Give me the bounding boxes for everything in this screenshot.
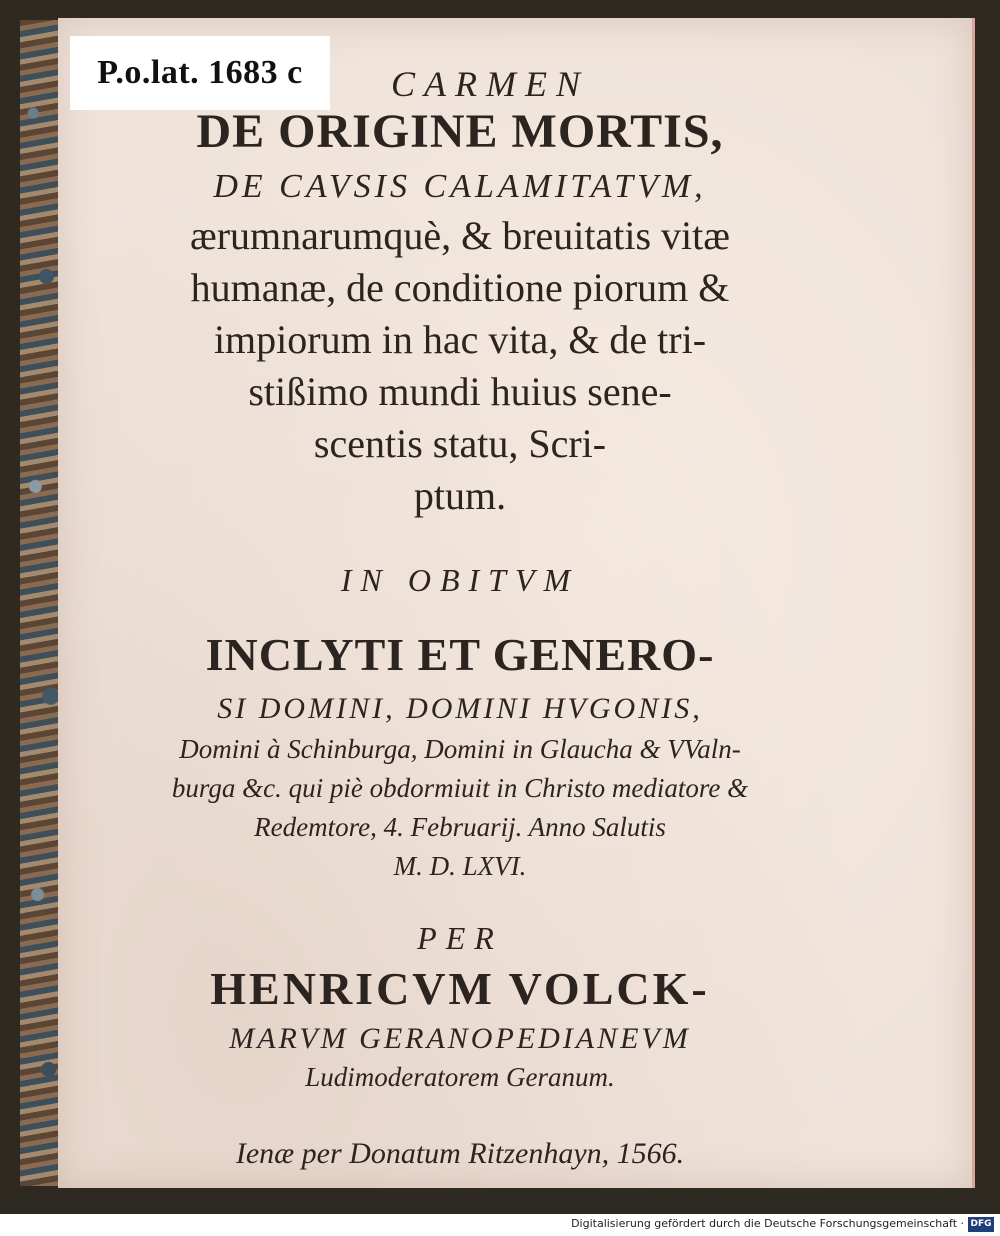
imprint-line: Ienæ per Donatum Ritzenhayn, 1566.: [235, 1137, 685, 1170]
body-line: ærumnarumquè, & breuitatis vitæ: [190, 213, 730, 258]
dedication-line: burga &c. qui piè obdormiuit in Christo mediatore &: [171, 773, 749, 803]
body-line: impiorum in hac vita, & de tri-: [213, 317, 707, 362]
heading-inclyti: INCLYTI ET GENERO-: [205, 629, 715, 680]
dedication-line: M. D. LXVI.: [393, 851, 527, 881]
heading-de-causis: DE CAVSIS CALAMITATVM,: [213, 168, 707, 205]
author-title: Ludimoderatorem Geranum.: [305, 1062, 615, 1092]
heading-de-origine-mortis: DE ORIGINE MORTIS,: [196, 105, 724, 158]
dfg-logo-icon: DFG: [968, 1217, 994, 1232]
heading-in-obitum: IN OBITVM: [340, 562, 580, 598]
author-name: HENRICVM VOLCK-: [210, 963, 710, 1014]
dedication-line: Redemtore, 4. Februarij. Anno Salutis: [254, 812, 666, 842]
author-name-continued: MARVM GERANOPEDIANEVM: [229, 1022, 691, 1055]
heading-carmen: CARMEN: [391, 64, 589, 104]
body-line: stißimo mundi huius sene-: [248, 369, 672, 414]
body-line: humanæ, de conditione piorum &: [190, 265, 730, 310]
footer-bar: [0, 1214, 1000, 1236]
title-block: [140, 66, 780, 1169]
body-line: ptum.: [413, 473, 507, 518]
shelfmark-label: P.o.lat. 1683 c: [70, 36, 330, 110]
dedication-line: Domini à Schinburga, Domini in Glaucha & VValn-: [179, 734, 741, 764]
body-line: scentis statu, Scri-: [313, 421, 607, 466]
heading-per: PER: [417, 920, 503, 956]
funding-note: Digitalisierung gefördert durch die Deutsche Forschungsgemeinschaft ·: [571, 1217, 964, 1230]
heading-domini-hugonis: SI DOMINI, DOMINI HVGONIS,: [217, 692, 703, 725]
